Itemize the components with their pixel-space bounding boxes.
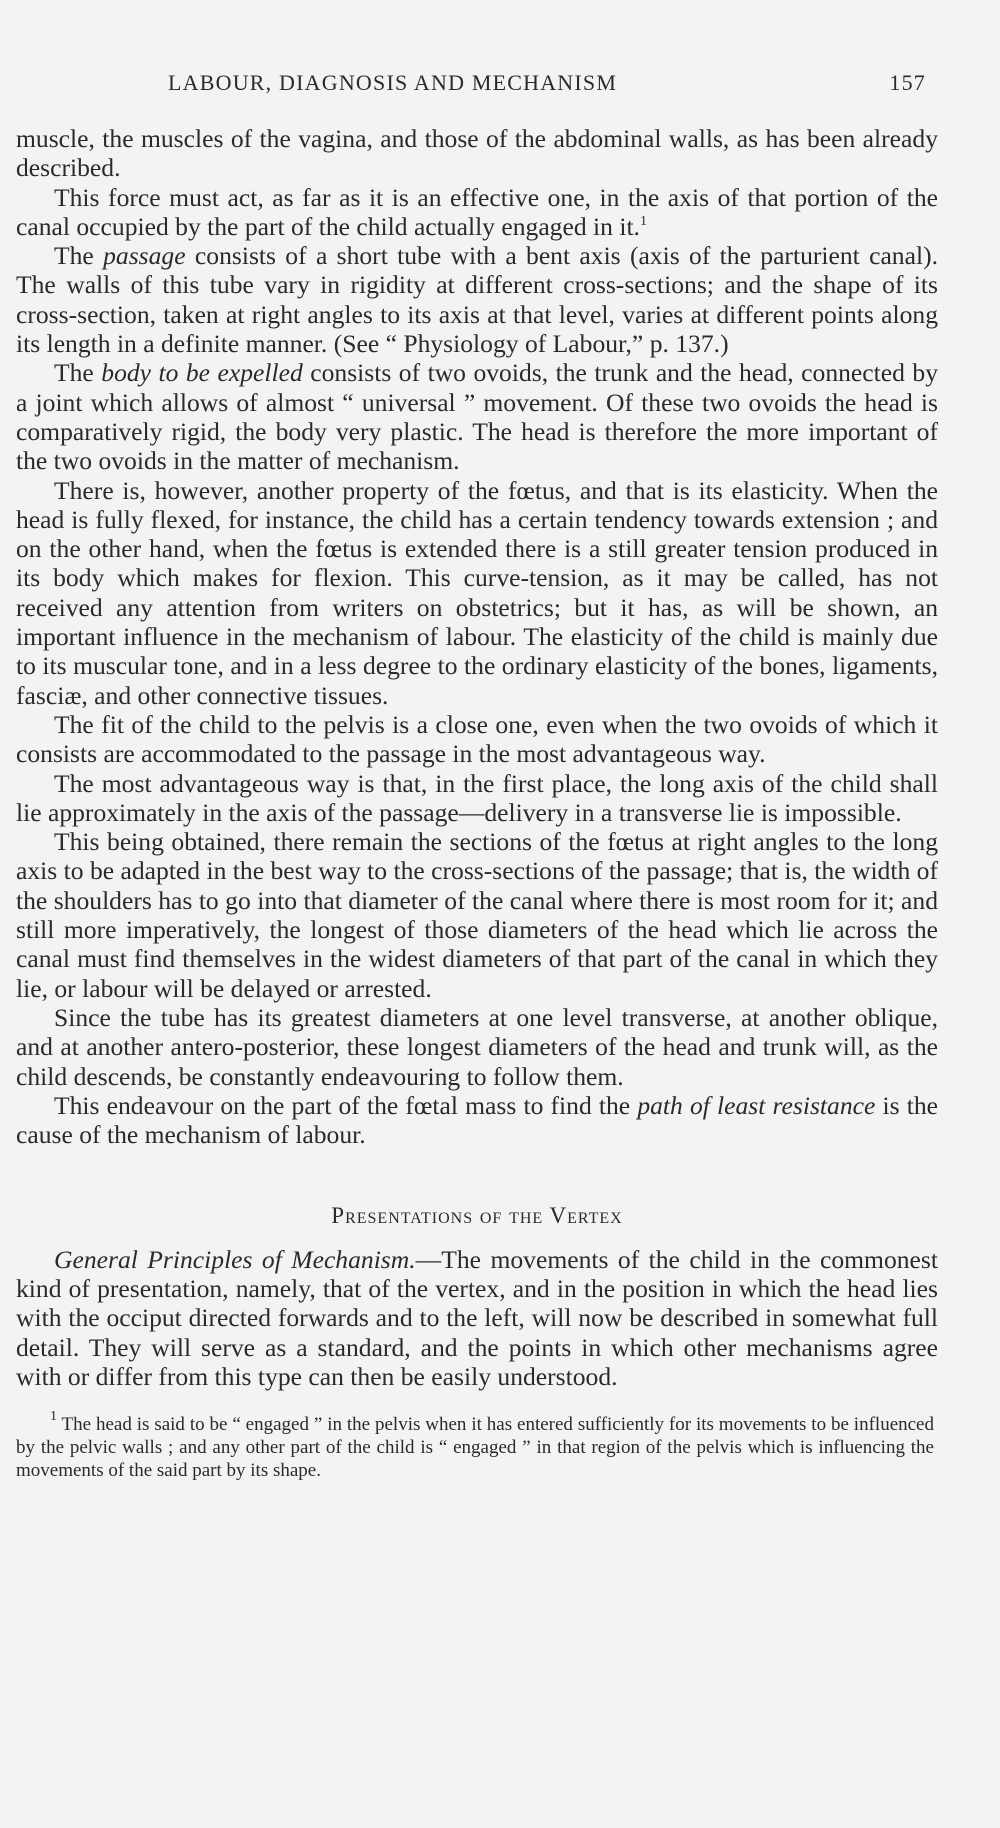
section-heading: Presentations of the Vertex: [331, 1203, 623, 1229]
paragraph: The fit of the child to the pelvis is a close one, even when the two ovoids of which it consists are accommodated to the passage in the most advantageous way.: [16, 709, 938, 769]
footnote-text: [16, 1409, 934, 1482]
footnote-body: The head is said to be “ engaged ” in the pelvis when it has entered sufficiently for its movements to be influenced by the pelvic walls ; and any other part of the child is “ engaged ” in that region of the pelvis which is influencing the movements of the said part by its shape.: [16, 1414, 934, 1482]
paragraph: [16, 241, 938, 358]
paragraph-text: —The movements of the child in the commonest kind of presentation, namely, that of the vertex, and in the position in which the head lies with the occiput directed forwards and to the left, will now be described in somewhat full detail. They will serve as a standard, and the points in which other mechanisms agree with or differ from this type can then be easily understood.: [16, 1244, 938, 1391]
italic-subheading: General Principles of Mechanism.: [54, 1244, 416, 1274]
footnote-reference: 1: [639, 213, 647, 229]
italic-term: body to be expelled: [101, 358, 303, 388]
paragraph-text: is the cause of the mechanism of labour.: [16, 1090, 938, 1150]
footnote-marker: 1: [50, 1409, 57, 1425]
paragraph: Since the tube has its greatest diameters at one level transverse, at another oblique, and at another antero-posterior, these longest diameters of the head and trunk will, as the child descends, be constantly endeavouring to follow them.: [16, 1002, 938, 1091]
running-title: LABOUR, DIAGNOSIS AND MECHANISM: [168, 70, 618, 95]
page-number: 157: [889, 70, 926, 95]
italic-term: path of least resistance: [637, 1090, 876, 1120]
paragraph-text: This endeavour on the part of the fœtal mass to find the: [54, 1090, 638, 1120]
italic-term: passage: [103, 241, 186, 271]
paragraph: There is, however, another property of the fœtus, and that is its elasticity. When the head is fully flexed, for instance, the child has a certain tendency towards extension ; and on the other hand, when the fœtus is extended there is a still greater tension produced in its body which makes for flexion. This curve-tension, as it may be called, has not received any attention from writers on obstetrics; but it has, as will be shown, an important influence in the mechanism of labour. The elasticity of the child is mainly due to its muscular tone, and in a less degree to the ordinary elasticity of the bones, ligaments, fasciæ, and other connective tissues.: [16, 475, 938, 710]
paragraph-text: This force must act, as far as it is an effective one, in the axis of that portion of the canal occupied by the part of the child actually engaged in it.: [16, 182, 938, 241]
footnote: [16, 1409, 938, 1482]
paragraph: This being obtained, there remain the sections of the fœtus at right angles to the long axis to be adapted in the best way to the cross-sections of the passage; that is, the width of the shoulders has to go into that diameter of the canal where there is most room for it; and still more imperatively, the longest of those diameters of the head which lie across the canal must find themselves in the widest diameters of that part of the canal in which they lie, or labour will be delayed or arrested.: [16, 827, 938, 1003]
paragraph: [16, 1245, 938, 1391]
paragraph-text: consists of two ovoids, the trunk and the head, connected by a joint which allows of almost “ universal ” movement. Of these two ovoids the head is comparatively rigid, the body very plastic. The head is therefore the more important of the two ovoids in the matter of mechanism.: [16, 358, 938, 476]
paragraph: [16, 183, 938, 242]
paragraph-text: The: [54, 358, 102, 388]
paragraph-text: The: [54, 241, 104, 271]
paragraph: The most advantageous way is that, in the first place, the long axis of the child shall lie approximately in the axis of the passage—delivery in a transverse lie is impossible.: [16, 768, 938, 827]
paragraph: [16, 358, 938, 475]
running-header: [16, 70, 938, 110]
paragraph: [16, 1091, 938, 1150]
spacer: [16, 1391, 938, 1413]
main-text: [16, 124, 938, 1482]
paragraph: muscle, the muscles of the vagina, and those of the abdominal walls, as has been already described.: [16, 124, 938, 183]
paragraph-text: consists of a short tube with a bent axis (axis of the parturient canal). The walls of this tube vary in rigidity at different cross-sections; and the shape of its cross-section, taken at right angles to its axis at that level, varies at different points along its length in a definite manner. (See “ Physiology of Labour,” p. 137.): [16, 241, 938, 359]
